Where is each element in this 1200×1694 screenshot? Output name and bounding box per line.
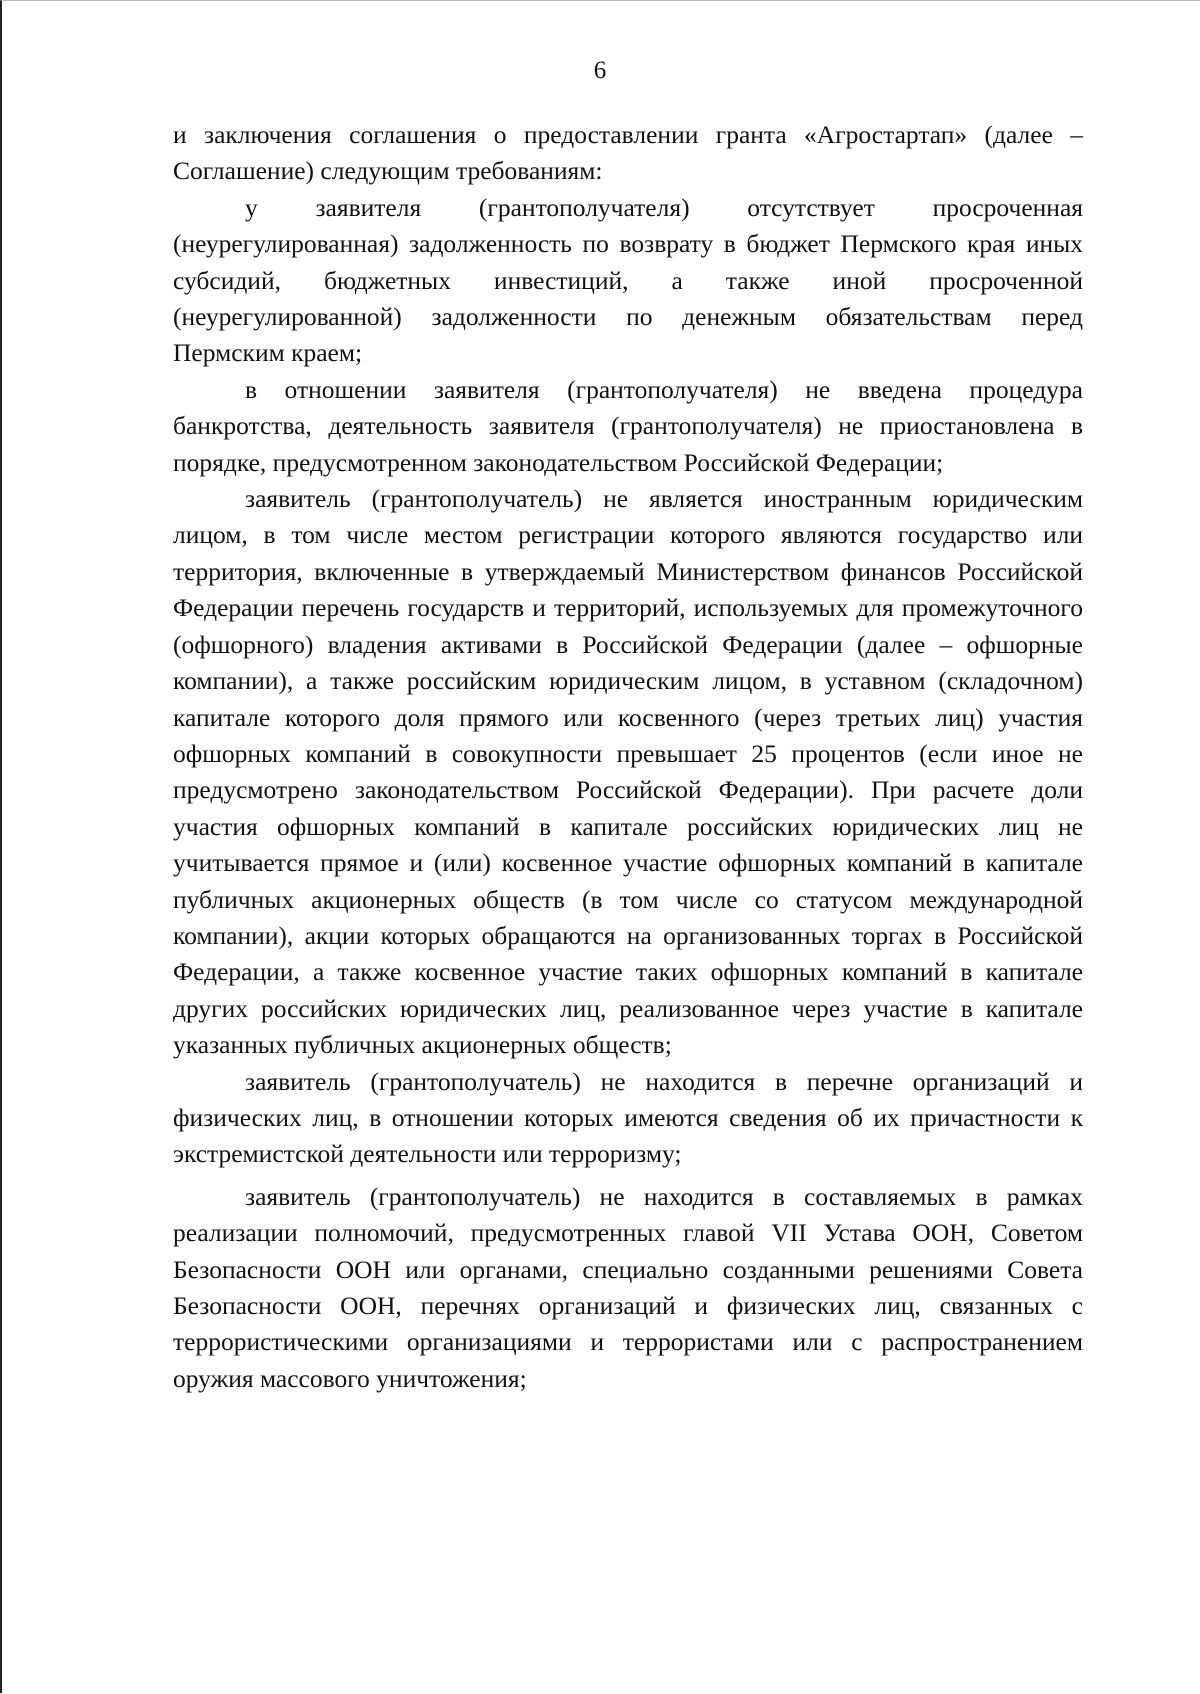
paragraph-requirement-offshore: заявитель (грантополучатель) не является иностранным юридическим лицом, в том числе местом регистрации которого являются государство или территория, включенные в утверждаемый Министерством финансов Российской Федерации перечень государств и территорий, используемых для промежуточного (офшорного) владения активами в Российской Федерации (далее – офшорные компании), а также российским юридическим лицом, в уставном (складочном) капитале которого доля прямого или косвенного (через третьих лиц) участия офшорных компаний в совокупности превышает 25 процентов (если иное не предусмотрено законодательством Российской Федерации). При расчете доли участия офшорных компаний в капитале российских юридических лиц не учитывается прямое и (или) косвенное участие офшорных компаний в капитале публичных акционерных обществ (в том числе со статусом международной компании), акции которых обращаются на организованных торгах в Российской Федерации, а также косвенное участие таких офшорных компаний в капитале других российских юридических лиц, реализованное через участие в капитале указанных публичных акционерных обществ;: [173, 484, 1083, 1060]
paragraph-requirement-bankruptcy: в отношении заявителя (грантополучателя) не введена процедура банкротства, деятельность заявителя (грантополучателя) не приостановлена в порядке, предусмотренном законодательством Российской Федерации;: [173, 374, 1083, 477]
document-body: [173, 117, 1083, 1397]
paragraph-requirement-debt: у заявителя (грантополучателя) отсутствует просроченная (неурегулированная) задолженность по возврату в бюджет Пермского края иных субсидий, бюджетных инвестиций, а также иной просроченной (неурегулированной) задолженности по денежным обязательствам перед Пермским краем;: [173, 192, 1083, 368]
paragraph-intro: и заключения соглашения о предоставлении гранта «Агростартап» (далее – Соглашение) следующим требованиям:: [173, 120, 1083, 186]
paragraph-requirement-extremism: заявитель (грантополучатель) не находится в перечне организаций и физических лиц, в отношении которых имеются сведения об их причастности к экстремистской деятельности или терроризму;: [173, 1066, 1083, 1169]
paragraph-requirement-un-lists: заявитель (грантополучатель) не находится в составляемых в рамках реализации полномочий, предусмотренных главой VII Устава ООН, Советом Безопасности ООН или органами, специально созданными решениями Совета Безопасности ООН, перечнях организаций и физических лиц, связанных с террористическими организациями и террористами или с распространением оружия массового уничтожения;: [173, 1181, 1083, 1393]
page-number: 6: [593, 57, 607, 84]
